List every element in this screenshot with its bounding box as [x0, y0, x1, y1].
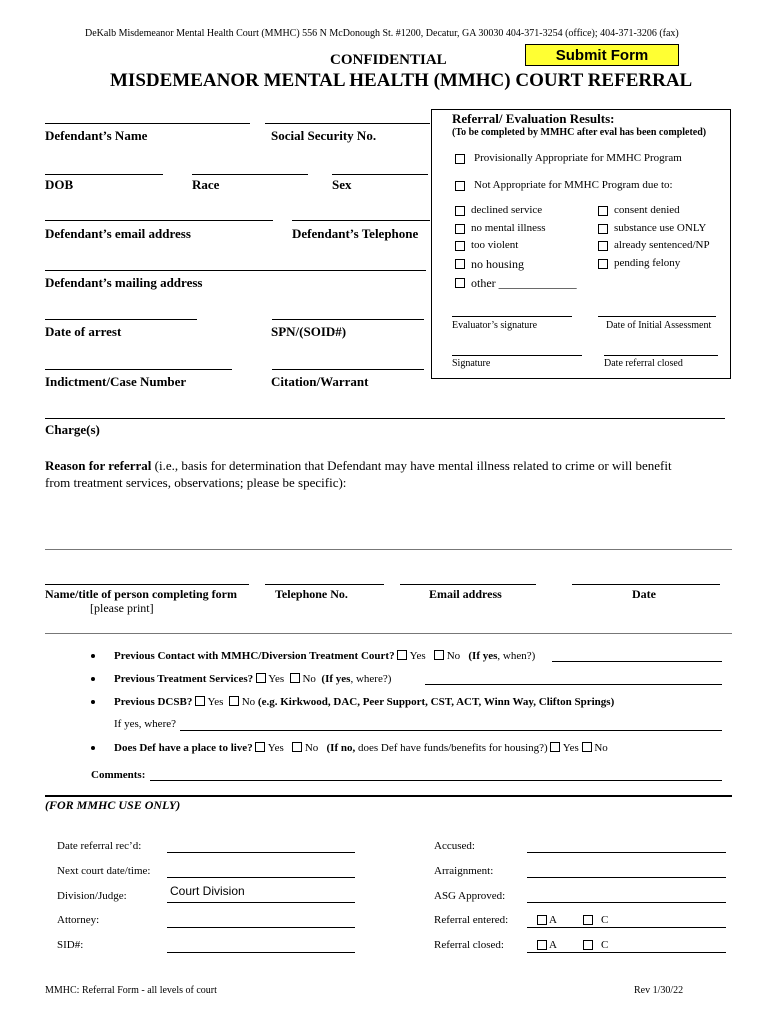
attorney-field[interactable] [167, 927, 355, 928]
q1-yes-checkbox[interactable] [397, 650, 407, 660]
q3-where-field[interactable] [180, 730, 722, 731]
dob-field[interactable] [45, 174, 163, 175]
option-a-label: A [549, 914, 557, 926]
indictment-field[interactable] [45, 369, 232, 370]
referral-closed-line [527, 952, 726, 953]
comments-field[interactable] [150, 780, 722, 781]
ssn-label: Social Security No. [271, 128, 377, 143]
q1-no-checkbox[interactable] [434, 650, 444, 660]
date-received-field[interactable] [167, 852, 355, 853]
q3-label: Previous DCSB? [114, 696, 193, 708]
telephone-field[interactable] [292, 220, 430, 221]
reason-label: declined service [471, 204, 543, 216]
referral-entered-line [527, 927, 726, 928]
next-court-label: Next court date/time: [57, 865, 151, 877]
substance-use-checkbox[interactable] [598, 224, 608, 234]
completer-name-label: Name/title of person completing form [45, 587, 237, 601]
no-housing-checkbox[interactable] [455, 259, 465, 269]
defendant-name-label: Defendant’s Name [45, 128, 148, 143]
q3-no-checkbox[interactable] [229, 696, 239, 706]
q1-no-label: No [446, 650, 461, 662]
completer-telephone-label: Telephone No. [275, 587, 348, 601]
dob-label: DOB [45, 177, 74, 192]
email-label: Defendant’s email address [45, 226, 191, 241]
reason-label: no housing [471, 257, 525, 271]
bullet-icon [91, 654, 95, 658]
page-title: MISDEMEANOR MENTAL HEALTH (MMHC) COURT REFERRAL [110, 70, 693, 91]
q4-yes-label: Yes [267, 742, 284, 754]
referral-closed-label: Referral closed: [434, 939, 504, 951]
sid-label: SID#: [57, 939, 84, 951]
results-title: Referral/ Evaluation Results: [452, 111, 615, 126]
date-closed-field[interactable] [604, 355, 718, 356]
spn-label: SPN/(SOID#) [271, 324, 347, 339]
reason-label: pending felony [614, 257, 681, 269]
completer-telephone-field[interactable] [265, 584, 384, 585]
date-received-label: Date referral rec’d: [57, 840, 142, 852]
reason-text: (i.e., basis for determination that Defendant may have mental illness related to crime or will benefit [151, 458, 672, 473]
q1-row [114, 649, 535, 662]
not-appropriate-checkbox[interactable] [455, 181, 465, 191]
race-field[interactable] [192, 174, 308, 175]
comments-label: Comments: [91, 769, 146, 781]
charges-field[interactable] [45, 418, 725, 419]
q2-yes-checkbox[interactable] [256, 673, 266, 683]
q3-examples: (e.g. Kirkwood, DAC, Peer Support, CST, ACT, Winn Way, Clifton Springs) [257, 696, 615, 708]
q1-when: , when?) [497, 650, 536, 662]
charges-label: Charge(s) [45, 422, 100, 437]
email-field[interactable] [45, 220, 273, 221]
division-judge-value: Court Division [170, 884, 245, 898]
referral-closed-a-checkbox[interactable] [537, 940, 547, 950]
mailing-address-field[interactable] [45, 270, 426, 271]
not-appropriate-label: Not Appropriate for MMHC Program due to: [474, 179, 673, 191]
arrest-date-label: Date of arrest [45, 324, 122, 339]
q2-yes-label: Yes [268, 673, 285, 685]
option-c-label: C [601, 939, 609, 951]
asg-approved-field[interactable] [527, 902, 726, 903]
q4-funds-yes-label: Yes [562, 742, 579, 754]
asg-approved-label: ASG Approved: [434, 890, 506, 902]
ssn-field[interactable] [265, 123, 430, 124]
completer-email-field[interactable] [400, 584, 536, 585]
reason-label: already sentenced/NP [614, 239, 710, 251]
evaluator-signature-field[interactable] [452, 316, 572, 317]
footer-left: MMHC: Referral Form - all levels of court [45, 985, 217, 996]
signature-label: Signature [452, 358, 491, 369]
completer-date-label: Date [632, 587, 656, 601]
q4-no-checkbox[interactable] [292, 742, 302, 752]
reason-label: Reason for referral [45, 458, 152, 473]
signature-field[interactable] [452, 355, 582, 356]
indictment-label: Indictment/Case Number [45, 374, 187, 389]
q4-funds-no-label: No [594, 742, 608, 754]
reason-field[interactable] [45, 549, 732, 550]
mailing-address-label: Defendant’s mailing address [45, 275, 203, 290]
q2-where-field[interactable] [425, 684, 722, 685]
completer-email-label: Email address [429, 587, 502, 601]
q2-label: Previous Treatment Services? [114, 673, 254, 685]
q4-no-label: No [304, 742, 319, 754]
division-judge-label: Division/Judge: [57, 890, 127, 902]
citation-field[interactable] [272, 369, 424, 370]
too-violent-checkbox[interactable] [455, 241, 465, 251]
reason-line-2: from treatment services, observations; please be specific): [45, 475, 347, 490]
q2-no-checkbox[interactable] [290, 673, 300, 683]
defendant-name-field[interactable] [45, 123, 250, 124]
q2-no-label: No [302, 673, 316, 685]
referral-closed-c-checkbox[interactable] [583, 940, 593, 950]
already-sentenced-checkbox[interactable] [598, 241, 608, 251]
other-checkbox[interactable] [455, 278, 465, 288]
telephone-label: Defendant’s Telephone [292, 226, 419, 241]
pending-felony-checkbox[interactable] [598, 259, 608, 269]
completer-date-field[interactable] [572, 584, 720, 585]
attorney-label: Attorney: [57, 914, 100, 926]
q4-label: Does Def have a place to live? [114, 742, 253, 754]
q3-yes-checkbox[interactable] [195, 696, 205, 706]
q3-row [114, 695, 614, 708]
please-print-label: [please print] [90, 601, 154, 615]
bullet-icon [91, 746, 95, 750]
arraignment-field[interactable] [527, 877, 726, 878]
arraignment-label: Arraignment: [434, 865, 494, 877]
section-divider [45, 795, 732, 797]
q4-row [114, 741, 608, 754]
reason-label: no mental illness [471, 222, 546, 234]
bullet-icon [91, 677, 95, 681]
completer-name-field[interactable] [45, 584, 249, 585]
date-closed-label: Date referral closed [604, 358, 683, 369]
appropriate-label: Provisionally Appropriate for MMHC Program [474, 152, 682, 164]
reason-label: substance use ONLY [614, 222, 707, 234]
evaluator-signature-label: Evaluator’s signature [452, 320, 538, 331]
initial-assessment-date-field[interactable] [598, 316, 716, 317]
arrest-date-field[interactable] [45, 319, 197, 320]
q3-yes-label: Yes [207, 696, 224, 708]
referral-entered-a-checkbox[interactable] [537, 915, 547, 925]
q2-where: , where?) [350, 673, 392, 685]
bullet-icon [91, 700, 95, 704]
footer-revision: Rev 1/30/22 [634, 985, 684, 996]
results-subtitle: (To be completed by MMHC after eval has been completed) [452, 127, 707, 138]
option-a-label: A [549, 939, 557, 951]
sid-field[interactable] [167, 952, 355, 953]
q3-where-label: If yes, where? [114, 718, 176, 730]
q2-if-yes: (If yes [321, 673, 351, 685]
referral-entered-c-checkbox[interactable] [583, 915, 593, 925]
sex-label: Sex [332, 177, 352, 192]
reason-label: consent denied [614, 204, 680, 216]
q4-if-no: (If no, [326, 742, 356, 754]
division-judge-field[interactable] [167, 902, 355, 903]
q4-funds-yes-checkbox[interactable] [550, 742, 560, 752]
reason-line-1 [45, 458, 672, 474]
initial-assessment-label: Date of Initial Assessment [606, 320, 712, 331]
mmhc-use-heading: (FOR MMHC USE ONLY) [45, 798, 181, 812]
confidential-label: CONFIDENTIAL [330, 52, 447, 68]
option-c-label: C [601, 914, 609, 926]
submit-form-button[interactable]: Submit Form [525, 44, 679, 66]
consent-denied-checkbox[interactable] [598, 206, 608, 216]
citation-label: Citation/Warrant [271, 374, 369, 389]
declined-service-checkbox[interactable] [455, 206, 465, 216]
q1-when-field[interactable] [552, 661, 722, 662]
q4-funds: does Def have funds/benefits for housing?) [355, 742, 548, 754]
accused-label: Accused: [434, 840, 475, 852]
next-court-field[interactable] [167, 877, 355, 878]
q4-funds-no-checkbox[interactable] [582, 742, 592, 752]
spn-field[interactable] [272, 319, 424, 320]
sex-field[interactable] [332, 174, 428, 175]
no-mental-illness-checkbox[interactable] [455, 224, 465, 234]
referral-entered-label: Referral entered: [434, 914, 509, 926]
q1-if-yes: (If yes [468, 650, 498, 662]
appropriate-checkbox[interactable] [455, 154, 465, 164]
court-address: DeKalb Misdemeanor Mental Health Court (MMHC) 556 N McDonough St. #1200, Decatur, GA 30030 404-371-3254 (office); 404-371-3206 (fax) [85, 28, 679, 39]
reason-label: too violent [471, 239, 519, 251]
reason-label: other _____________ [471, 276, 577, 290]
race-label: Race [192, 177, 220, 192]
accused-field[interactable] [527, 852, 726, 853]
q2-row [114, 672, 391, 685]
q3-no-label: No [241, 696, 256, 708]
q1-label: Previous Contact with MMHC/Diversion Treatment Court? [114, 650, 395, 662]
q1-yes-label: Yes [409, 650, 426, 662]
q4-yes-checkbox[interactable] [255, 742, 265, 752]
section-divider [45, 633, 732, 634]
